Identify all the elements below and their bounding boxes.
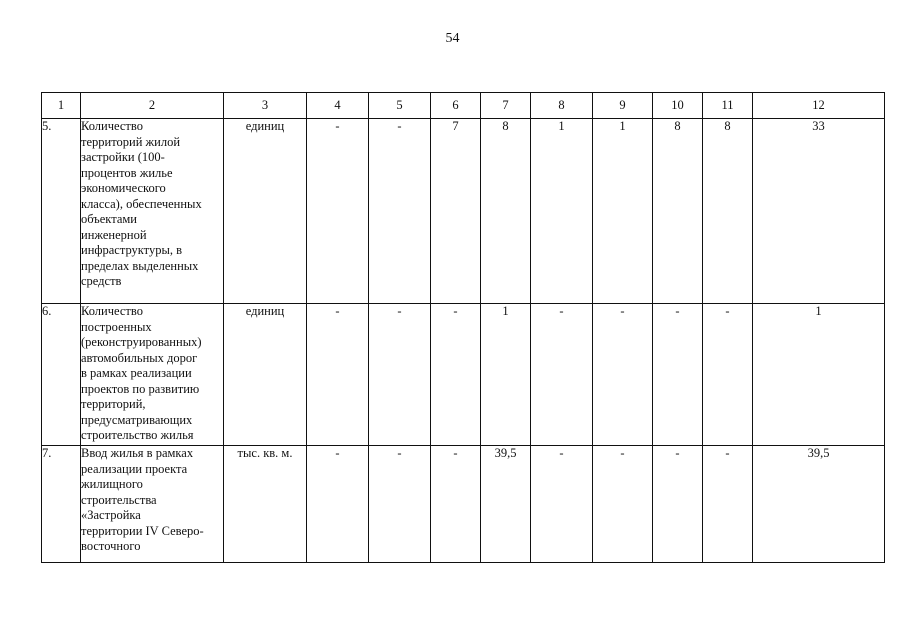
value-cell: -	[593, 304, 653, 446]
value-cell: -	[369, 119, 431, 304]
value-cell: 8	[481, 119, 531, 304]
row-unit: единиц	[224, 304, 307, 446]
header-cell: 12	[753, 93, 885, 119]
value-cell: -	[703, 304, 753, 446]
row-description	[81, 304, 224, 446]
description-line: в рамках реализации	[81, 366, 192, 380]
page-number: 54	[445, 31, 460, 46]
value-cell: -	[703, 446, 753, 563]
table-row	[42, 304, 885, 446]
description-line: жилищного	[81, 477, 143, 491]
description-line: восточного	[81, 539, 141, 553]
value-cell: 7	[431, 119, 481, 304]
description-line: класса), обеспеченных	[81, 196, 202, 211]
value-cell: 39,5	[753, 446, 885, 563]
description-line: строительства	[81, 492, 157, 507]
header-cell: 1	[42, 93, 81, 119]
description-line: Количество	[81, 304, 143, 318]
header-cell: 7	[481, 93, 531, 119]
header-cell: 4	[307, 93, 369, 119]
header-cell: 10	[653, 93, 703, 119]
value-cell: 1	[531, 119, 593, 304]
description-line: строительство жилья	[81, 428, 194, 442]
header-cell: 5	[369, 93, 431, 119]
header-cell: 3	[224, 93, 307, 119]
value-cell: -	[369, 446, 431, 563]
value-cell: -	[531, 304, 593, 446]
description-line: Количество	[81, 119, 143, 133]
value-cell: -	[593, 446, 653, 563]
value-cell: 39,5	[481, 446, 531, 563]
row-number: 5.	[42, 119, 81, 304]
value-cell: -	[369, 304, 431, 446]
value-cell: 1	[593, 119, 653, 304]
header-cell: 2	[81, 93, 224, 119]
description-line: предусматривающих	[81, 412, 193, 427]
description-line: реализации проекта	[81, 461, 188, 476]
header-row	[42, 93, 885, 119]
description-line: средств	[81, 274, 122, 288]
value-cell: -	[653, 304, 703, 446]
description-line: территорий,	[81, 397, 146, 411]
row-unit: тыс. кв. м.	[224, 446, 307, 563]
value-cell: -	[307, 446, 369, 563]
row-number: 6.	[42, 304, 81, 446]
value-cell: 33	[753, 119, 885, 304]
description-line: застройки (100-	[81, 150, 165, 164]
row-unit: единиц	[224, 119, 307, 304]
description-line: процентов жилье	[81, 165, 173, 180]
description-line: инфраструктуры, в	[81, 243, 183, 257]
value-cell: 1	[753, 304, 885, 446]
description-line: объектами	[81, 212, 137, 226]
header-cell: 8	[531, 93, 593, 119]
indicators-table	[41, 92, 885, 563]
description-line: инженерной	[81, 227, 147, 242]
value-cell: -	[431, 446, 481, 563]
description-line: экономического	[81, 181, 166, 195]
row-description	[81, 446, 224, 563]
value-cell: -	[531, 446, 593, 563]
description-line: автомобильных дорог	[81, 350, 198, 365]
value-cell: -	[307, 304, 369, 446]
table-row	[42, 119, 885, 304]
header-cell: 6	[431, 93, 481, 119]
table-row	[42, 446, 885, 563]
value-cell: 8	[653, 119, 703, 304]
row-description	[81, 119, 224, 304]
value-cell: -	[431, 304, 481, 446]
description-line: пределах выделенных	[81, 258, 199, 273]
value-cell: 8	[703, 119, 753, 304]
value-cell: -	[307, 119, 369, 304]
description-line: «Застройка	[81, 508, 141, 522]
description-line: построенных	[81, 319, 152, 334]
description-line: проектов по развитию	[81, 381, 200, 396]
description-line: (реконструированных)	[81, 335, 202, 349]
header-cell: 9	[593, 93, 653, 119]
header-cell: 11	[703, 93, 753, 119]
description-line: территории IV Северо-	[81, 523, 204, 538]
value-cell: -	[653, 446, 703, 563]
row-number: 7.	[42, 446, 81, 563]
description-line: территорий жилой	[81, 134, 181, 149]
value-cell: 1	[481, 304, 531, 446]
description-line: Ввод жилья в рамках	[81, 446, 194, 460]
